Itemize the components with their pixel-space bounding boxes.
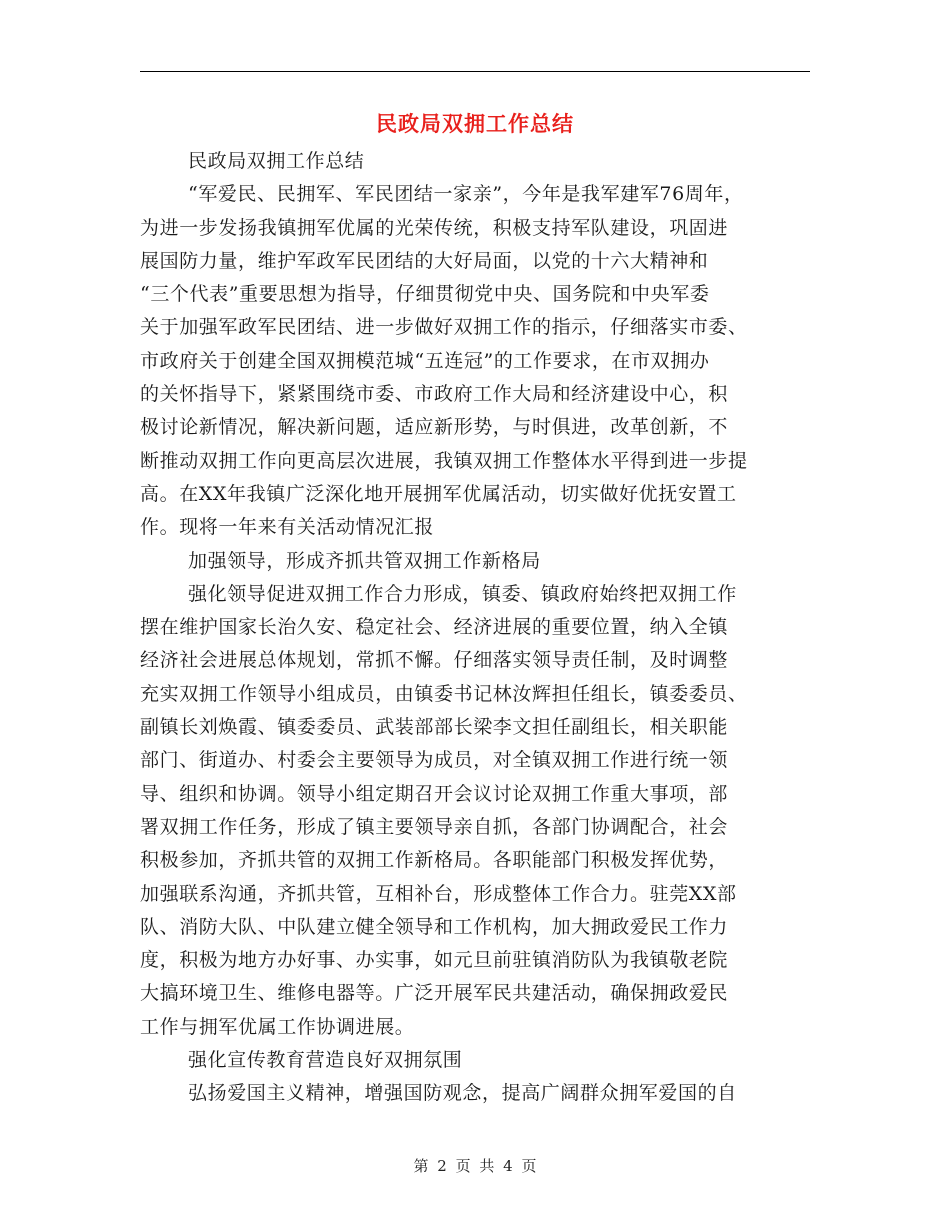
paragraph-line: 经济社会进展总体规划，常抓不懈。仔细落实领导责任制，及时调整 bbox=[140, 649, 729, 672]
paragraph-line: 强化领导促进双拥工作合力形成，镇委、镇政府始终把双拥工作 bbox=[188, 582, 737, 605]
paragraph-line: 作。现将一年来有关活动情况汇报 bbox=[140, 516, 435, 539]
section-heading: 加强领导，形成齐抓共管双拥工作新格局 bbox=[188, 549, 541, 572]
paragraph-line: 工作与拥军优属工作协调进展。 bbox=[140, 1015, 415, 1038]
paragraph-line: 高。在XX年我镇广泛深化地开展拥军优属活动，切实做好优抚安置工 bbox=[140, 482, 737, 505]
paragraph-line: 摆在维护国家长治久安、稳定社会、经济进展的重要位置，纳入全镇 bbox=[140, 616, 729, 639]
document-title: 民政局双拥工作总结 bbox=[376, 112, 574, 136]
paragraph-line: 关于加强军政军民团结、进一步做好双拥工作的指示，仔细落实市委、 bbox=[140, 316, 748, 339]
paragraph-line: 导、组织和协调。领导小组定期召开会议讨论双拥工作重大事项，部 bbox=[140, 782, 729, 805]
paragraph-line: 署双拥工作任务，形成了镇主要领导亲自抓，各部门协调配合，社会 bbox=[140, 815, 729, 838]
paragraph-line: 弘扬爱国主义精神，增强国防观念，提高广阔群众拥军爱国的自 bbox=[188, 1082, 737, 1105]
paragraph-line: 度，积极为地方办好事、办实事，如元旦前驻镇消防队为我镇敬老院 bbox=[140, 949, 729, 972]
subtitle-line: 民政局双拥工作总结 bbox=[188, 150, 365, 172]
header-rule bbox=[140, 71, 810, 72]
paragraph-line: 的关怀指导下，紧紧围绕市委、市政府工作大局和经济建设中心，积 bbox=[140, 383, 729, 406]
paragraph-line: “三个代表”重要思想为指导，仔细贯彻党中央、国务院和中央军委 bbox=[140, 283, 710, 306]
document-body bbox=[140, 145, 820, 1111]
page-number: 第 2 页 共 4 页 bbox=[413, 1157, 537, 1175]
paragraph-line: 积极参加，齐抓共管的双拥工作新格局。各职能部门积极发挥优势， bbox=[140, 849, 729, 872]
paragraph-line: 部门、街道办、村委会主要领导为成员，对全镇双拥工作进行统一领 bbox=[140, 749, 729, 772]
paragraph-line: 队、消防大队、中队建立健全领导和工作机构，加大拥政爱民工作力 bbox=[140, 915, 729, 938]
paragraph-line: 展国防力量，维护军政军民团结的大好局面，以党的十六大精神和 bbox=[140, 249, 709, 272]
paragraph-line: “军爱民、民拥军、军民团结一家亲”，今年是我军建军76周年， bbox=[188, 183, 744, 206]
section-heading: 强化宣传教育营造良好双拥氛围 bbox=[188, 1049, 463, 1072]
paragraph-line: 为进一步发扬我镇拥军优属的光荣传统，积极支持军队建设，巩固进 bbox=[140, 216, 729, 239]
paragraph-line: 加强联系沟通，齐抓共管，互相补台，形成整体工作合力。驻莞XX部 bbox=[140, 882, 737, 905]
paragraph-line: 市政府关于创建全国双拥模范城“五连冠”的工作要求，在市双拥办 bbox=[140, 349, 710, 372]
paragraph-line: 副镇长刘焕霞、镇委委员、武装部部长梁李文担任副组长，相关职能 bbox=[140, 716, 729, 739]
paragraph-line: 充实双拥工作领导小组成员，由镇委书记林汝辉担任组长，镇委委员、 bbox=[140, 682, 748, 705]
paragraph-line: 大搞环境卫生、维修电器等。广泛开展军民共建活动，确保拥政爱民 bbox=[140, 982, 729, 1005]
paragraph-line: 断推动双拥工作向更高层次进展，我镇双拥工作整体水平得到进一步提 bbox=[140, 449, 748, 472]
paragraph-line: 极讨论新情况，解决新问题，适应新形势，与时俱进，改革创新，不 bbox=[140, 416, 729, 439]
